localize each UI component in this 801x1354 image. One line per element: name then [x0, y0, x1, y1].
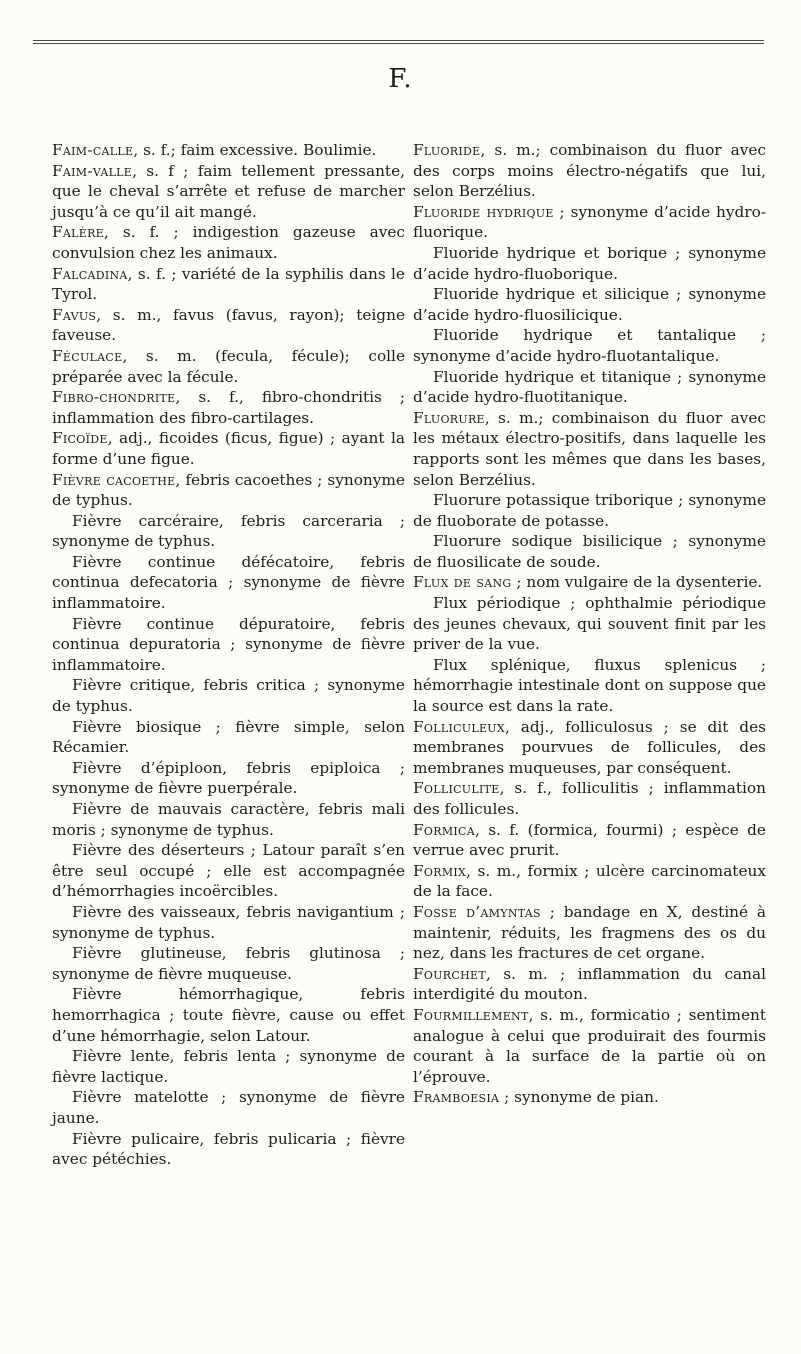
- dictionary-entry: [413, 367, 766, 408]
- entry-headword: Fluoride hydrique: [413, 202, 554, 221]
- entry-headword: Fourchet: [413, 964, 486, 983]
- dictionary-entry: [413, 1087, 766, 1108]
- dictionary-entry: [413, 717, 766, 779]
- entry-definition: , s. m.; combinaison du fluor avec les métaux électro-positifs, dans laquelle les rapports sont les mêmes que dans les bases, selon Berzélius.: [413, 408, 766, 489]
- entry-definition: , s. m. ; inflammation du canal interdigité du mouton.: [413, 964, 766, 1004]
- entry-headword: Favus: [52, 305, 97, 324]
- entry-definition: Fièvre des vaisseaux, febris navigantium ; synonyme de typhus.: [52, 902, 405, 942]
- entry-headword: Falère: [52, 223, 105, 242]
- entry-definition: Flux splénique, fluxus splenicus ; hémorrhagie intestinale dont on suppose que la source est dans la rate.: [413, 655, 766, 716]
- dictionary-entry: [52, 222, 405, 263]
- entry-headword: Faim-valle: [52, 161, 133, 180]
- dictionary-entry: [413, 902, 766, 964]
- dictionary-entry: [413, 820, 766, 861]
- dictionary-entry: [52, 840, 405, 902]
- entry-definition: , s. m., favus (favus, rayon); teigne faveuse.: [52, 305, 405, 345]
- entry-headword: Formix: [413, 861, 467, 880]
- entry-headword: Fourmillement: [413, 1005, 529, 1024]
- dictionary-entry: [52, 717, 405, 758]
- dictionary-entry: [52, 943, 405, 984]
- entry-headword: Fluoride: [413, 141, 481, 159]
- entry-definition: , s. f. ; variété de la syphilis dans le Tyrol.: [52, 264, 405, 304]
- top-rule: [33, 40, 764, 41]
- entry-definition: Fièvre d’épiploon, febris epiploica ; synonyme de fièvre puerpérale.: [52, 758, 405, 798]
- entry-headword: Fièvre cacoethe: [52, 470, 176, 489]
- entry-definition: Fièvre carcéraire, febris carceraria ; synonyme de typhus.: [52, 511, 405, 551]
- entry-definition: Fièvre continue dépuratoire, febris continua depuratoria ; synonyme de fièvre inflammatoire.: [52, 614, 405, 674]
- entry-definition: , adj., folliculosus ; se dit des membranes pourvues de follicules, des membranes muqueuses, par conséquent.: [413, 717, 766, 777]
- entry-headword: Fluorure: [413, 408, 485, 427]
- entry-definition: Fièvre hémorrhagique, febris hemorrhagica ; toute fièvre, cause ou effet d’une hémorrhagie, selon Latour.: [52, 985, 405, 1045]
- entry-headword: Flux de sang: [413, 573, 512, 592]
- entry-headword: Ficoïde: [52, 429, 108, 448]
- dictionary-entry: [52, 511, 405, 552]
- entry-definition: Fluoride hydrique et silicique ; synonyme d’acide hydro-fluosilicique.: [413, 285, 766, 324]
- dictionary-entry: [52, 346, 405, 387]
- entry-definition: Fluoride hydrique et titanique ; synonyme d’acide hydro-fluotitanique.: [413, 367, 766, 407]
- dictionary-entry: [413, 593, 766, 655]
- dictionary-entry: [52, 470, 405, 511]
- entry-definition: , s. f. ; indigestion gazeuse avec convulsion chez les animaux.: [52, 223, 405, 262]
- dictionary-entry: [52, 902, 405, 943]
- entry-definition: Flux périodique ; ophthalmie périodique des jeunes chevaux, qui souvent finit par les priver de la vue.: [413, 594, 766, 654]
- entry-definition: Fièvre glutineuse, febris glutinosa ; synonyme de fièvre muqueuse.: [52, 944, 405, 983]
- dictionary-entry: [52, 799, 405, 840]
- entry-definition: ; nom vulgaire de la dysenterie.: [511, 573, 763, 592]
- dictionary-entry: [52, 387, 405, 428]
- entry-headword: Fosse d’amyntas: [413, 902, 541, 921]
- dictionary-entry: [52, 140, 405, 161]
- entry-headword: Framboesia: [413, 1088, 500, 1107]
- dictionary-entry: [413, 572, 766, 593]
- entry-definition: Fièvre critique, febris critica ; synonyme de typhus.: [52, 676, 405, 716]
- section-letter: F.: [388, 64, 413, 94]
- dictionary-entry: [52, 1129, 405, 1170]
- entry-definition: ; synonyme d’acide hydro-fluorique.: [413, 202, 767, 242]
- entry-definition: ; bandage en X, destiné à maintenir, réduits, les fragmens des os du nez, dans les fractures de cet organe.: [413, 902, 766, 963]
- entry-definition: , s. m., formix ; ulcère carcinomateux de la face.: [413, 861, 766, 901]
- dictionary-entry: [52, 305, 405, 346]
- dictionary-entry: [413, 861, 766, 902]
- entry-definition: , s. m., formicatio ; sentiment analogue à celui que produirait des fourmis courant à la surface de la partie où on l’éprouve.: [413, 1005, 766, 1086]
- dictionary-entry: [413, 408, 766, 490]
- entry-definition: Fièvre lente, febris lenta ; synonyme de fièvre lactique.: [52, 1047, 405, 1086]
- left-column: [52, 140, 405, 1170]
- entry-definition: , s. f., fibro-chondritis ; inflammation des fibro-cartilages.: [52, 388, 405, 427]
- dictionary-entry: [413, 1005, 766, 1087]
- dictionary-entry: [413, 243, 766, 284]
- dictionary-entry: [52, 1087, 405, 1128]
- dictionary-entry: [413, 284, 766, 325]
- entry-definition: , s. f., folliculitis ; inflammation des follicules.: [413, 779, 766, 818]
- entry-definition: , s. m.; combinaison du fluor avec des corps moins électro-négatifs que lui, selon Berzélius.: [413, 141, 766, 201]
- entry-definition: Fièvre biosique ; fièvre simple, selon Récamier.: [52, 717, 405, 757]
- entry-headword: Falcadina: [52, 264, 128, 283]
- entry-definition: Fluoride hydrique et tantalique ; synonyme d’acide hydro-fluotantalique.: [413, 326, 766, 365]
- entry-definition: , s. f. (formica, fourmi) ; espèce de verrue avec prurit.: [413, 820, 766, 860]
- entry-definition: , s. m. (fecula, fécule); colle préparée avec la fécule.: [52, 346, 405, 386]
- entry-definition: Fièvre continue défécatoire, febris continua defecatoria ; synonyme de fièvre inflammatoire.: [52, 552, 405, 613]
- entry-definition: , s. f.; faim excessive. Boulimie.: [133, 141, 377, 159]
- top-rule-thin: [33, 43, 764, 44]
- dictionary-entry: [52, 675, 405, 716]
- entry-headword: Folliculite: [413, 779, 500, 798]
- entry-definition: ; synonyme de pian.: [499, 1088, 659, 1107]
- dictionary-entry: [413, 140, 766, 202]
- dictionary-entry: [52, 1046, 405, 1087]
- dictionary-entry: [52, 984, 405, 1046]
- dictionary-entry: [52, 161, 405, 223]
- dictionary-entry: [413, 655, 766, 717]
- entry-headword: Formica: [413, 820, 475, 839]
- entry-definition: Fièvre des déserteurs ; Latour paraît s’en être seul occupé ; elle est accompagnée d’hémorrhagies incoërcibles.: [52, 841, 405, 901]
- entry-definition: , s. f ; faim tellement pressante, que le cheval s’arrête et refuse de marcher jusqu’à ce qu’il ait mangé.: [52, 161, 405, 221]
- entry-headword: Folliculeux: [413, 717, 506, 736]
- entry-headword: Féculace: [52, 346, 123, 365]
- entry-definition: , febris cacoethes ; synonyme de typhus.: [52, 470, 405, 510]
- dictionary-entry: [413, 325, 766, 366]
- entry-definition: Fièvre matelotte ; synonyme de fièvre jaune.: [52, 1088, 405, 1127]
- entry-headword: Faim-calle: [52, 141, 134, 159]
- dictionary-entry: [413, 531, 766, 572]
- entry-definition: Fièvre pulicaire, febris pulicaria ; fièvre avec pétéchies.: [52, 1129, 405, 1169]
- dictionary-entry: [413, 778, 766, 819]
- dictionary-entry: [413, 964, 766, 1005]
- dictionary-entry: [413, 202, 766, 243]
- dictionary-entry: [52, 552, 405, 614]
- dictionary-entry: [52, 614, 405, 676]
- entry-definition: Fluorure potassique triborique ; synonyme de fluoborate de potasse.: [413, 491, 766, 530]
- entry-definition: , adj., ficoides (ficus, figue) ; ayant la forme d’une figue.: [52, 429, 405, 468]
- entry-headword: Fibro-chondrite: [52, 388, 176, 407]
- entry-definition: Fluorure sodique bisilicique ; synonyme de fluosilicate de soude.: [413, 532, 766, 571]
- right-column: [413, 140, 766, 1108]
- dictionary-entry: [52, 758, 405, 799]
- dictionary-entry: [52, 428, 405, 469]
- dictionary-entry: [52, 264, 405, 305]
- dictionary-entry: [413, 490, 766, 531]
- entry-definition: Fièvre de mauvais caractère, febris mali moris ; synonyme de typhus.: [52, 800, 405, 839]
- entry-definition: Fluoride hydrique et borique ; synonyme d’acide hydro-fluoborique.: [413, 243, 766, 283]
